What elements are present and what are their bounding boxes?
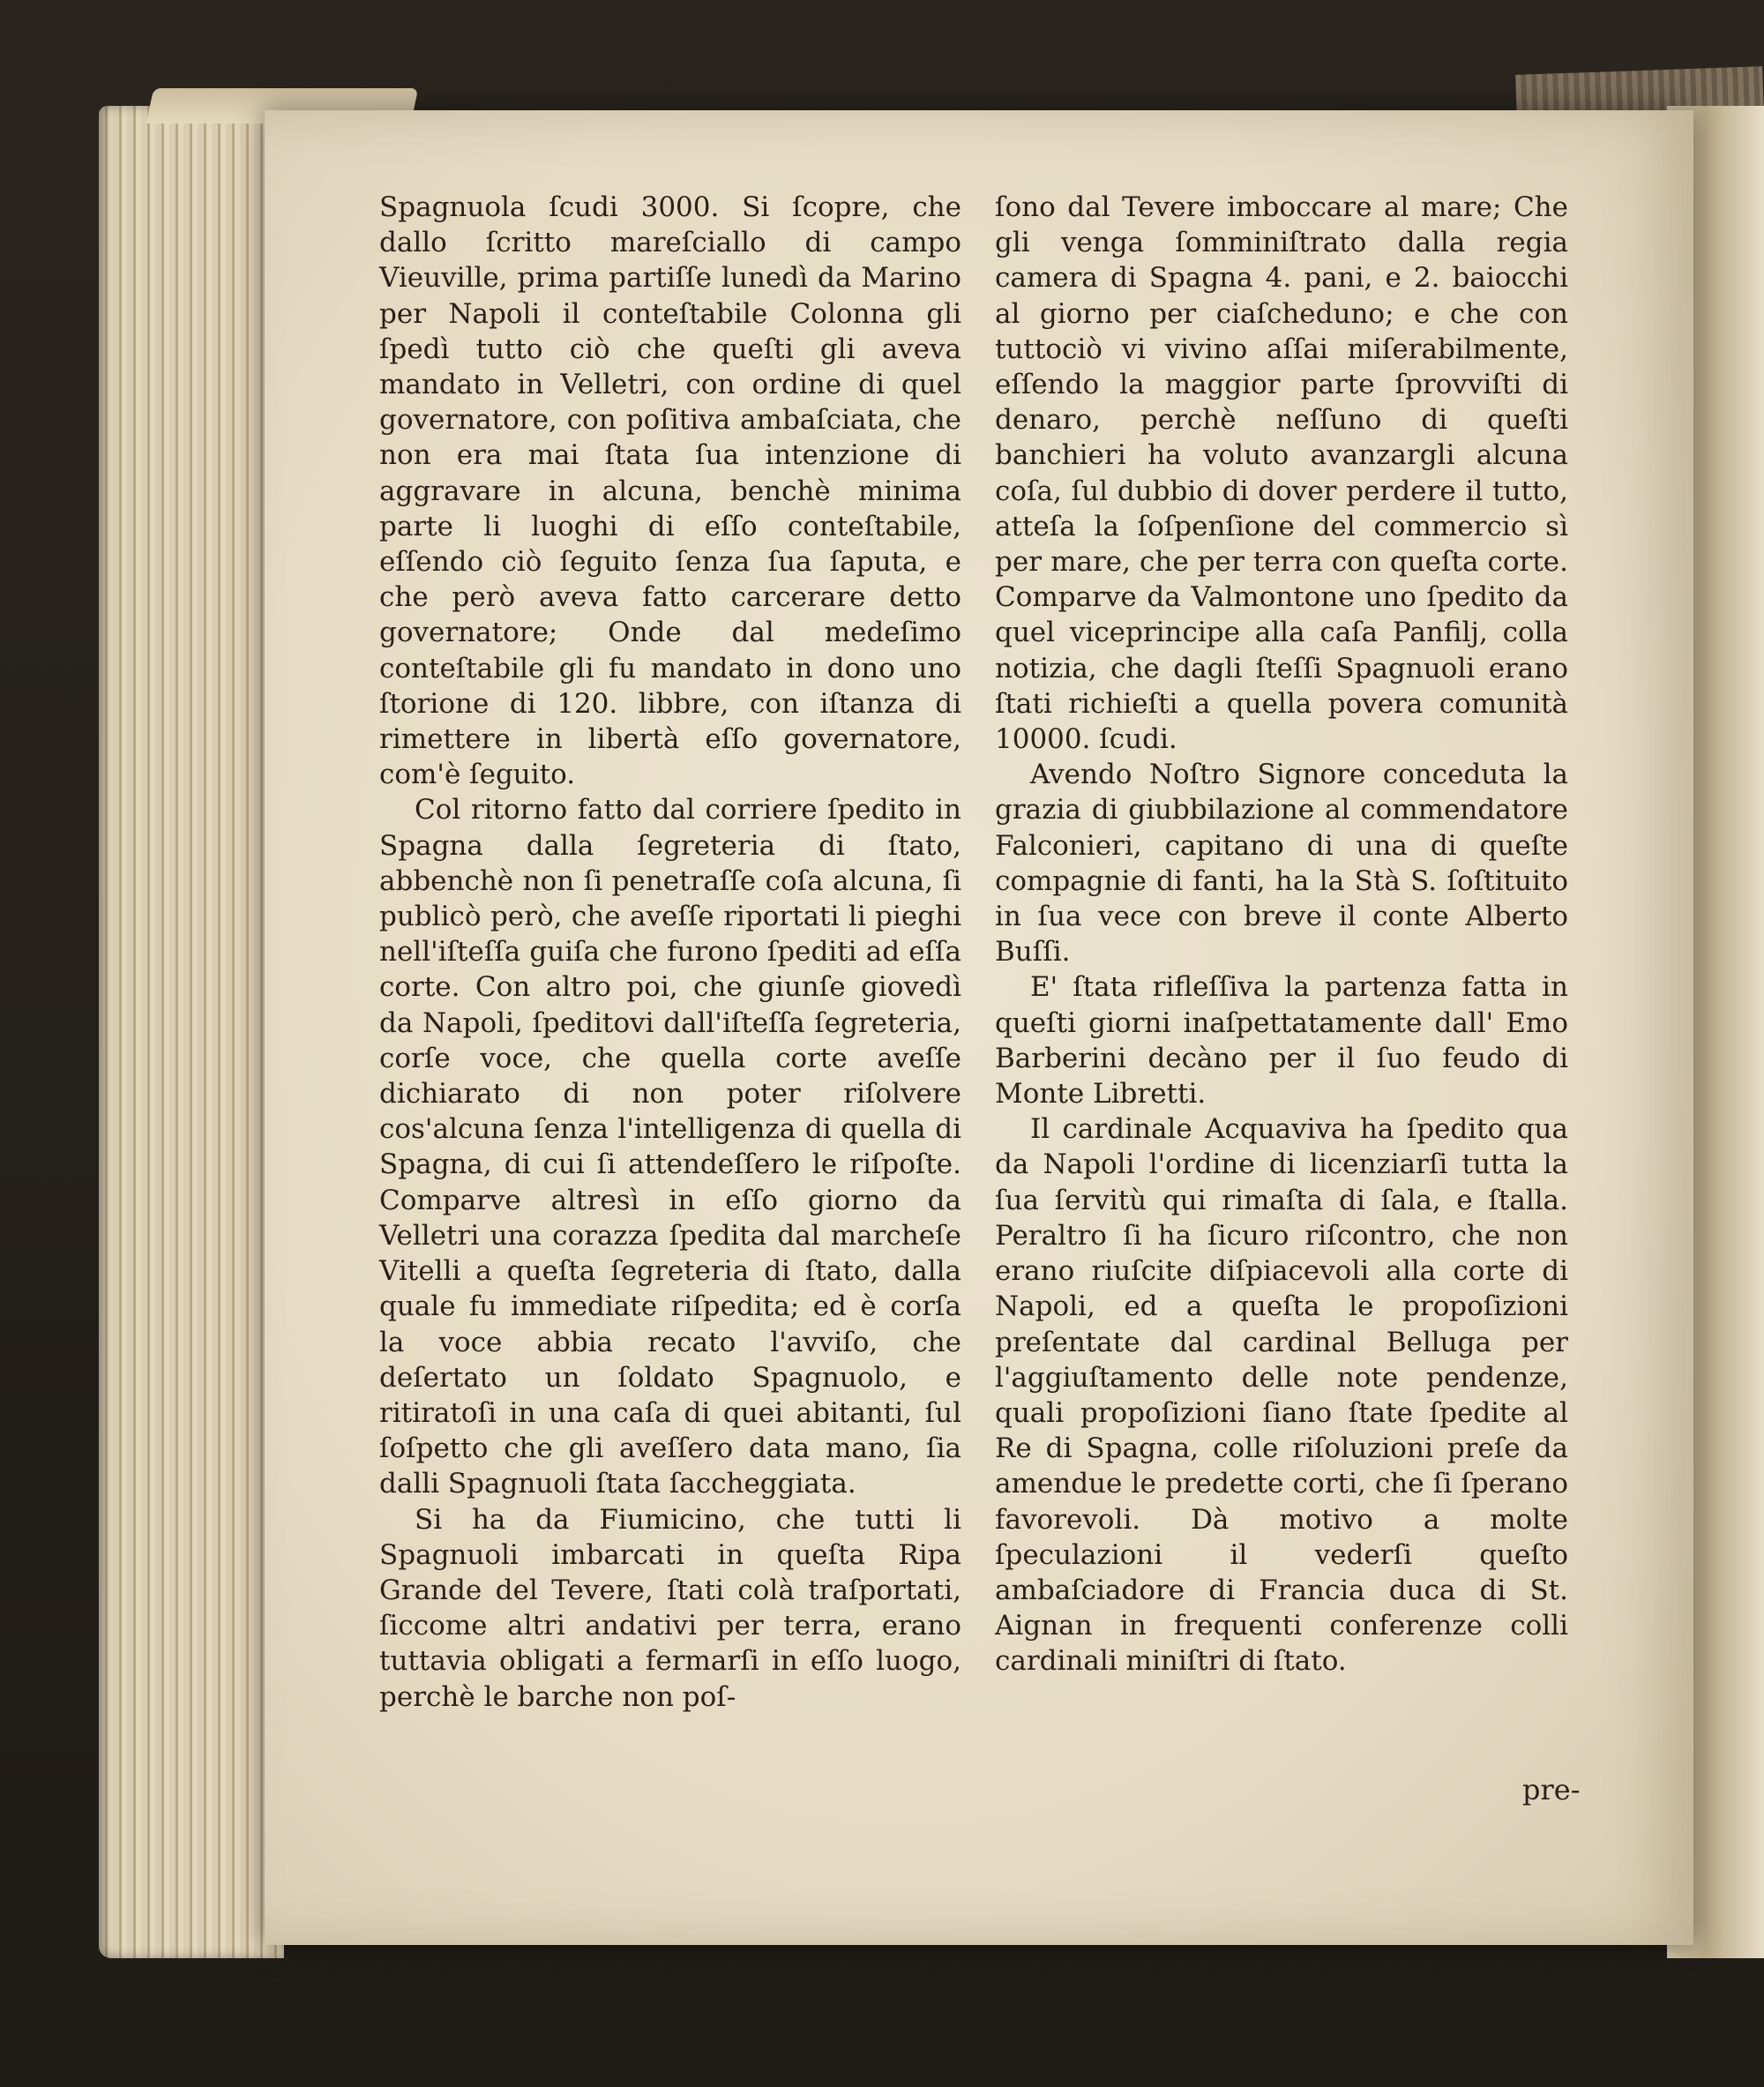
paragraph: Spagnuola ſcudi 3000. Si ſcopre, che dallo ſcritto mareſciallo di campo Vieuville, prima partiſſe lunedì da Marino per Napoli il conteſtabile Colonna gli ſpedì tutto ciò che queſti gli aveva mandato in Velletri, con ordine di quel governatore, con poſitiva ambaſciata, che non era mai ſtata ſua intenzione di aggravare in alcuna, benchè minima parte li luoghi di eſſo conteſtabile, eſſendo ciò ſeguito ſenza ſua ſaputa, e che però aveva fatto carcerare detto governatore; Onde dal medeſimo conteſtabile gli fu mandato in dono uno ſtorione di 120. libbre, con iſtanza di rimettere in libertà eſſo governatore, com'è ſeguito.: [379, 191, 961, 791]
catchword: pre-: [1522, 1773, 1581, 1806]
paragraph: Avendo Noſtro Signore conceduta la grazia di giubbilazione al commendatore Falconieri, capitano di una di queſte compagnie di fanti, ha la Stà S. ſoſtituito in ſua vece con breve il conte Alberto Buſſi.: [995, 759, 1568, 969]
paragraph: Si ha da Fiumicino, che tutti li Spagnuoli imbarcati in queſta Ripa Grande del Tevere, ſtati colà traſportati, ſiccome altri andativi per terra, erano tuttavia obligati a fermarſi in eſſo luogo, perchè le barche non poſ-: [379, 1503, 961, 1713]
paragraph: Col ritorno fatto dal corriere ſpedito in Spagna dalla ſegreteria di ſtato, abbenchè non ſi penetraſſe coſa alcuna, ſi publicò però, che aveſſe riportati li pieghi nell'iſteſſa guiſa che furono ſpediti ad eſſa corte. Con altro poi, che giunſe giovedì da Napoli, ſpeditovi dall'iſteſſa ſegreteria, corſe voce, che quella corte aveſſe dichiarato di non poter riſolvere cos'alcuna ſenza l'intelligenza di quella di Spagna, di cui ſi attendeſſero le riſpoſte. Comparve altresì in eſſo giorno da Velletri una corazza ſpedita dal marcheſe Vitelli a queſta ſegreteria di ſtato, dalla quale fu immediate riſpedita; ed è corſa la voce abbia recato l'avviſo, che deſertato un ſoldato Spagnuolo, e ritiratoſi in una caſa di quei abitanti, ſul ſoſpetto che gli aveſſero data mano, ſia dalli Spagnuoli ſtata ſaccheggiata.: [379, 794, 961, 1500]
left-text-column: [379, 190, 961, 1715]
paragraph: E' ſtata rifleſſiva la partenza fatta in queſti giorni inaſpettatamente dall' Emo Barberini decàno per il ſuo feudo di Monte Libretti.: [995, 971, 1568, 1111]
paragraph: ſono dal Tevere imboccare al mare; Che gli venga ſomminiſtrato dalla regia camera di Spagna 4. pani, e 2. baiocchi al giorno per ciaſcheduno; e che con tuttociò vi vivino aſſai miſerabilmente, eſſendo la maggior parte ſprovviſti di denaro, perchè neſſuno di queſti banchieri ha voluto avanzargli alcuna coſa, ſul dubbio di dover perdere il tutto, atteſa la ſoſpenſione del commercio sì per mare, che per terra con queſta corte. Comparve da Valmontone uno ſpedito da quel viceprincipe alla caſa Panfilj, colla notizia, che dagli ſteſſi Spagnuoli erano ſtati richieſti a quella povera comunità 10000. ſcudi.: [995, 191, 1568, 756]
paragraph: Il cardinale Acquaviva ha ſpedito qua da Napoli l'ordine di licenziarſi tutta la ſua ſervitù qui rimaſta di ſala, e ſtalla. Peraltro ſi ha ſicuro riſcontro, che non erano riuſcite diſpiacevoli alla corte di Napoli, ed a queſta le propoſizioni preſentate dal cardinal Belluga per l'aggiuſtamento delle note pendenze, quali propoſizioni ſiano ſtate ſpedite al Re di Spagna, colle riſoluzioni preſe da amendue le predette corti, che ſi ſperano favorevoli. Dà motivo a molte ſpeculazioni il vederſi queſto ambaſciadore di Francia duca di St. Aignan in frequenti conferenze colli cardinali miniſtri di ſtato.: [995, 1113, 1568, 1678]
page-edges: [99, 106, 284, 1958]
right-text-column: [995, 190, 1568, 1679]
